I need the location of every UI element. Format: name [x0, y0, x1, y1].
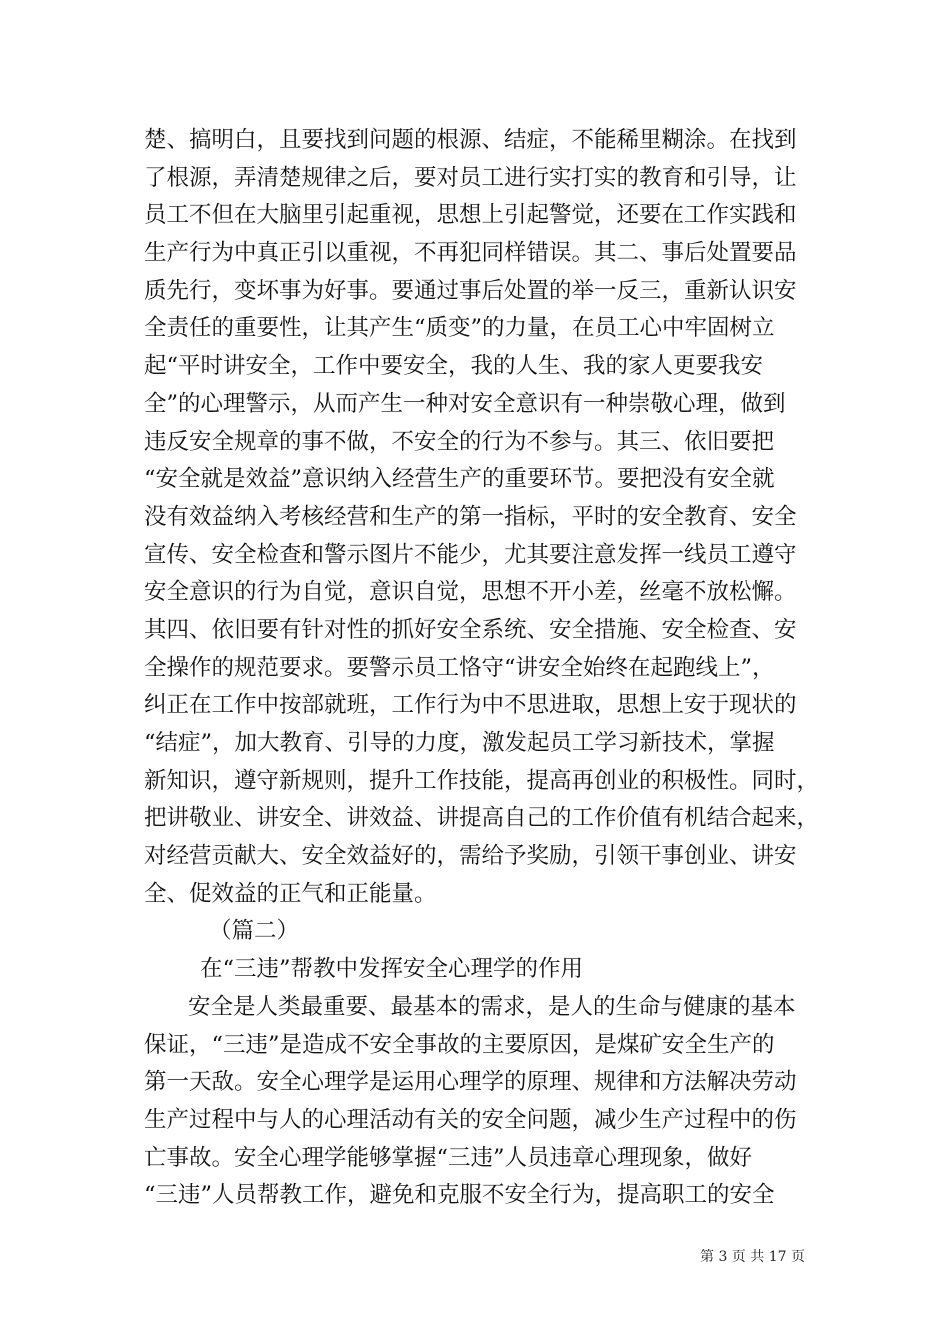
text-line: 保证，“三违”是造成不安全事故的主要原因，是煤矿安全生产的: [144, 1031, 775, 1058]
text-line: 其四、依旧要有针对性的抓好安全系统、安全措施、安全检查、安: [144, 616, 797, 643]
section-title: 在“三违”帮教中发挥安全心理学的作用: [200, 956, 584, 983]
text-line: 全操作的规范要求。要警示员工恪守“讲安全始终在起跑线上”，: [144, 654, 775, 681]
text-line: 亡事故。安全心理学能够掌握“三违”人员违章心理现象，做好: [144, 1144, 753, 1171]
text-line: 起“平时讲安全，工作中要安全，我的人生、我的家人更要我安: [144, 353, 764, 380]
text-line: 新知识，遵守新规则，提升工作技能，提高再创业的积极性。同时，: [144, 767, 820, 794]
text-line: “结症”，加大教育、引导的力度，激发起员工学习新技术，掌握: [144, 730, 775, 756]
text-line: 全、促效益的正气和正能量。: [144, 880, 437, 907]
page-number: 第 3 页 共 17 页: [700, 1249, 805, 1265]
text-line: “三违”人员帮教工作，避免和克服不安全行为，提高职工的安全: [144, 1182, 775, 1209]
text-line: 生产行为中真正引以重视，不再犯同样错误。其二、事后处置要品: [144, 240, 797, 267]
text-line: 了根源，弄清楚规律之后，要对员工进行实打实的教育和引导，让: [144, 164, 797, 191]
text-line: 楚、搞明白，且要找到问题的根源、结症，不能稀里糊涂。在找到: [144, 127, 797, 153]
text-line: 安全是人类最重要、最基本的需求，是人的生命与健康的基本: [188, 993, 796, 1020]
text-line: 全”的心理警示，从而产生一种对安全意识有一种崇敬心理，做到: [144, 390, 786, 417]
text-line: 纠正在工作中按部就班，工作行为中不思进取，思想上安于现状的: [144, 692, 797, 719]
document-body: [144, 122, 820, 1215]
text-line: 第一天敌。安全心理学是运用心理学的原理、规律和方法解决劳动: [144, 1069, 797, 1096]
text-line: 安全意识的行为自觉，意识自觉，思想不开小差，丝毫不放松懈。: [144, 579, 797, 606]
text-line: 员工不但在大脑里引起重视，思想上引起警觉，还要在工作实践和: [144, 202, 797, 229]
text-line: 生产过程中与人的心理活动有关的安全问题，减少生产过程中的伤: [144, 1106, 797, 1133]
text-line: 违反安全规章的事不做，不安全的行为不参与。其三、依旧要把: [144, 428, 775, 455]
text-line: 对经营贡献大、安全效益好的，需给予奖励，引领干事创业、讲安: [144, 843, 797, 870]
text-line: 宣传、安全检查和警示图片不能少，尤其要注意发挥一线员工遵守: [144, 541, 797, 568]
text-line: 没有效益纳入考核经营和生产的第一指标，平时的安全教育、安全: [144, 503, 797, 530]
text-line: 质先行，变坏事为好事。要通过事后处置的举一反三，重新认识安: [144, 277, 797, 304]
section-heading: （篇二）: [209, 918, 300, 945]
text-line: “安全就是效益”意识纳入经营生产的重要环节。要把没有安全就: [144, 466, 775, 493]
text-line: 把讲敬业、讲安全、讲效益、讲提高自己的工作价值有机结合起来，: [144, 805, 820, 832]
text-line: 全责任的重要性，让其产生“质变”的力量，在员工心中牢固树立: [144, 315, 775, 342]
